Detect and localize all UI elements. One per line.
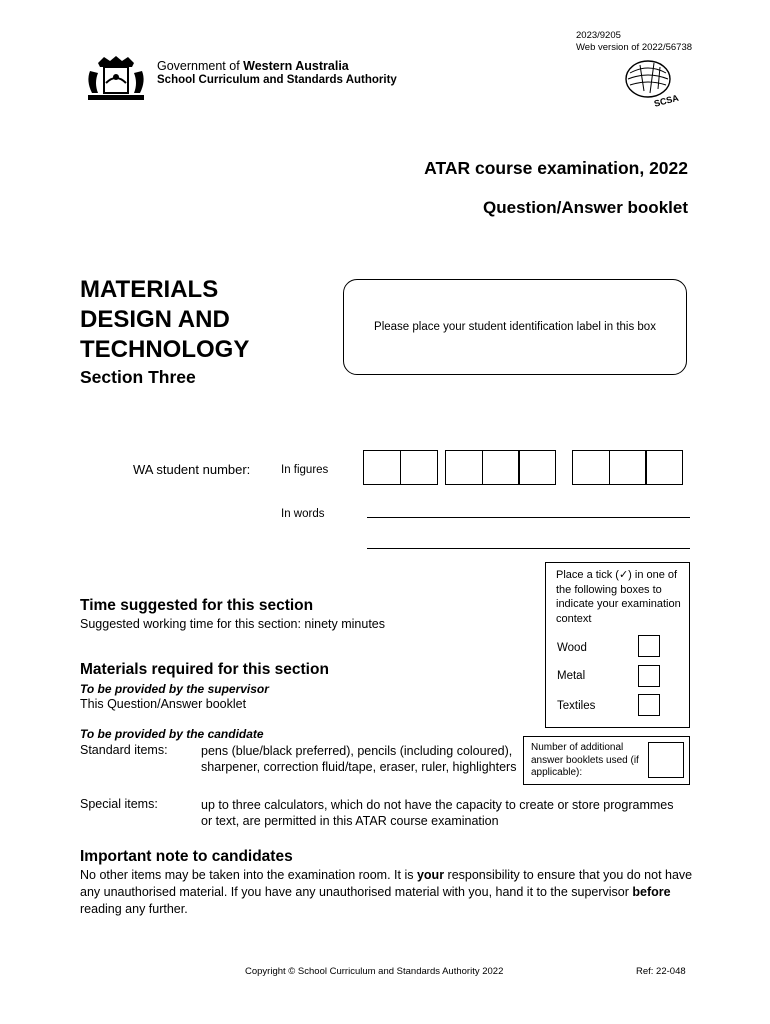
special-items-text: up to three calculators, which do not have the capacity to create or store programmes or text, are permitted in this ATAR course examination — [201, 798, 674, 828]
special-items-label: Special items: — [80, 797, 158, 811]
wood-checkbox[interactable] — [638, 635, 660, 657]
scsa-logo-text: SCSA — [652, 92, 680, 109]
digit-box[interactable] — [482, 450, 520, 485]
in-words-line-1[interactable] — [367, 517, 690, 518]
student-number-group-3 — [572, 450, 682, 485]
student-id-label-box[interactable] — [343, 279, 687, 375]
context-instruction: Place a tick (✓) in one of the following boxes to indicate your examination context — [556, 569, 681, 625]
booklet-title: Question/Answer booklet — [483, 198, 688, 217]
emphasis-before: before — [632, 885, 671, 899]
materials-heading: Materials required for this section — [80, 661, 329, 678]
subject-line-1: MATERIALS — [80, 276, 219, 303]
subject-line-3: TECHNOLOGY — [80, 336, 250, 363]
section-title: Section Three — [80, 367, 196, 387]
supervisor-subheading: To be provided by the supervisor — [80, 682, 269, 696]
in-words-line-2[interactable] — [367, 548, 690, 549]
time-heading: Time suggested for this section — [80, 597, 314, 614]
wa-student-number-label: WA student number: — [133, 462, 251, 477]
in-figures-label: In figures — [281, 464, 329, 476]
document-reference — [576, 30, 692, 54]
student-number-group-1 — [363, 450, 436, 485]
reference-code: 2023/9205 — [576, 30, 621, 41]
additional-booklets-label: Number of additional answer booklets used (if applicable): — [531, 742, 639, 778]
metal-checkbox[interactable] — [638, 665, 660, 687]
wa-coat-of-arms-icon — [84, 53, 148, 103]
digit-box[interactable] — [445, 450, 483, 485]
footer-reference: Ref: 22-048 — [636, 966, 686, 977]
important-note-heading: Important note to candidates — [80, 848, 293, 865]
student-number-group-2 — [445, 450, 555, 485]
web-version: Web version of 2022/56738 — [576, 42, 693, 53]
candidate-subheading: To be provided by the candidate — [80, 727, 264, 741]
in-words-label: In words — [281, 508, 325, 520]
authority-name: School Curriculum and Standards Authority — [157, 74, 397, 86]
emphasis-your: your — [416, 868, 445, 882]
standard-items-text: pens (blue/black preferred), pencils (including coloured), sharpener, correction fluid/tape, eraser, ruler, highlighters — [201, 744, 517, 774]
important-note-text: No other items may be taken into the examination room. It is your responsibility to ensure that you do not have any unauthorised material. If you have any unauthorised material with you, hand it to the supervisor before reading any further. — [80, 868, 693, 916]
digit-box[interactable] — [572, 450, 610, 485]
id-box-instruction: Please place your student identification label in this box — [374, 321, 656, 333]
context-option-metal: Metal — [557, 670, 586, 682]
time-text: Suggested working time for this section: ninety minutes — [80, 617, 386, 631]
context-option-wood: Wood — [557, 642, 587, 654]
subject-line-2: DESIGN AND — [80, 306, 230, 333]
copyright-notice: Copyright © School Curriculum and Standards Authority 2022 — [245, 966, 504, 977]
textiles-checkbox[interactable] — [638, 694, 660, 716]
context-option-textiles: Textiles — [557, 700, 596, 712]
subject-title — [80, 275, 249, 365]
digit-box[interactable] — [609, 450, 647, 485]
government-name: Government of Western Australia — [157, 59, 349, 73]
exam-title: ATAR course examination, 2022 — [424, 158, 688, 178]
digit-box[interactable] — [363, 450, 401, 485]
supervisor-item: This Question/Answer booklet — [80, 697, 247, 711]
digit-box[interactable] — [645, 450, 683, 485]
additional-booklets-input[interactable] — [648, 742, 684, 778]
digit-box[interactable] — [518, 450, 556, 485]
standard-items-label: Standard items: — [80, 743, 168, 757]
digit-box[interactable] — [400, 450, 438, 485]
scsa-logo-icon — [620, 55, 682, 111]
state-name: Western Australia — [243, 59, 349, 73]
